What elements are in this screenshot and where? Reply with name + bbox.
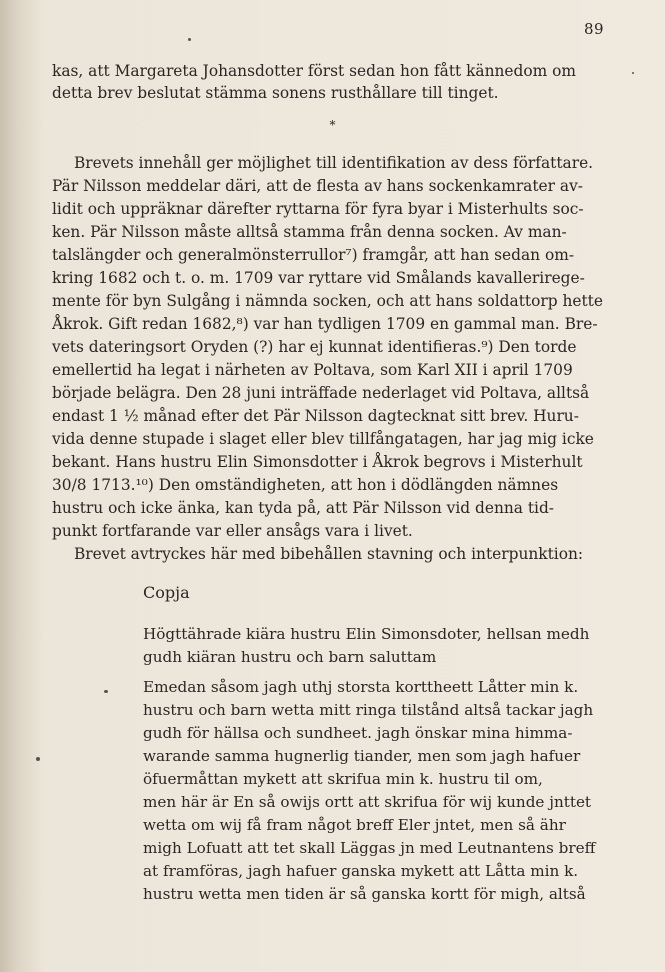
text-line: ken. Pär Nilsson måste alltså stamma från denna socken. Av man- bbox=[52, 223, 567, 241]
text-line: lidit och uppräknar därefter ryttarna för fyra byar i Misterhults soc- bbox=[52, 200, 584, 218]
text-line: emellertid ha legat i närheten av Poltava, som Karl XII i april 1709 bbox=[52, 361, 573, 379]
text-line: öfuermåttan mykett att skrifua min k. hustru til om, bbox=[143, 770, 543, 788]
text-line: gudh för hällsa och sundheet. jagh önskar mina himma- bbox=[143, 724, 573, 742]
text-line: warande samma hugnerlig tiander, men som jagh hafuer bbox=[143, 747, 581, 765]
text-line: gudh kiäran hustru och barn saluttam bbox=[143, 648, 437, 666]
text-line: bekant. Hans hustru Elin Simonsdotter i Åkrok begrovs i Misterhult bbox=[52, 453, 583, 471]
text-line: vida denne stupade i slaget eller blev tillfångatagen, har jag mig icke bbox=[52, 430, 594, 448]
text-line: Emedan såsom jagh uthj storsta kortthеett Låtter min k. bbox=[143, 678, 579, 696]
text-line: kring 1682 och t. o. m. 1709 var ryttare vid Smålands kavalleriregе- bbox=[52, 269, 585, 287]
letter-heading: Copja bbox=[143, 583, 190, 602]
text-line: började belägra. Den 28 juni inträffade nederlaget vid Poltava, alltså bbox=[52, 384, 590, 402]
text-line: detta brev beslutat stämma sonens rusthållare till tinget. bbox=[52, 84, 499, 102]
text-line: Brevet avtryckes här med bibehållen stavning och interpunktion: bbox=[74, 545, 584, 563]
text-line: mente för byn Sulgång i nämnda socken, och att hans soldattorp hette bbox=[52, 292, 603, 310]
text-line: hustru wetta men tiden är så ganska kortt för migh, altså bbox=[143, 885, 586, 903]
text-line: 30/8 1713.¹⁰) Den omständigheten, att hon i dödlängden nämnes bbox=[52, 476, 559, 494]
text-line: hustru och icke änka, kan tyda på, att Pär Nilsson vid denna tid- bbox=[52, 499, 554, 517]
text-line: Högttährade kiära hustru Elin Simonsdoter, hellsan medh bbox=[143, 625, 590, 643]
text-line: hustru och barn wetta mitt ringa tilstånd altså tackar jagh bbox=[143, 701, 594, 719]
text-line: Brevets innehåll ger möjlighet till identifikation av dess författare. bbox=[74, 154, 594, 172]
ink-speck bbox=[188, 38, 191, 41]
text-line: vets dateringsort Oryden (?) har ej kunnat identifieras.⁹) Den torde bbox=[52, 338, 577, 356]
page-number: 89 bbox=[584, 20, 605, 38]
text-line: at framföras, jagh hafuer ganska mykett att Låtta min k. bbox=[143, 862, 579, 880]
text-line: migh Lofuatt att tet skall Läggas jn med Leutnantens breff bbox=[143, 839, 596, 857]
text-line: Pär Nilsson meddelar däri, att de flesta av hans sockenkamrater av- bbox=[52, 177, 583, 195]
text-line: punkt fortfarande var eller ansågs vara i livet. bbox=[52, 522, 413, 540]
ink-speck bbox=[36, 757, 40, 761]
text-line: men här är En så owijs ortt att skrifua för wij kunde jnttet bbox=[143, 793, 592, 811]
text-line: kas, att Margareta Johansdotter först sedan hon fått kännedom om bbox=[52, 62, 576, 80]
text-line: Åkrok. Gift redan 1682,⁸) var han tydligen 1709 en gammal man. Bre- bbox=[52, 315, 598, 333]
text-line: endast 1 ½ månad efter det Pär Nilsson dagtecknat sitt brev. Huru- bbox=[52, 407, 579, 425]
section-separator: * bbox=[329, 118, 336, 132]
text-line: wetta om wij få fram något breff Eler jntet, men så ähr bbox=[143, 816, 566, 834]
ink-speck bbox=[632, 72, 634, 74]
ink-speck bbox=[104, 690, 108, 693]
text-line: talslängder och generalmönsterrullor⁷) framgår, att han sedan om- bbox=[52, 246, 575, 264]
